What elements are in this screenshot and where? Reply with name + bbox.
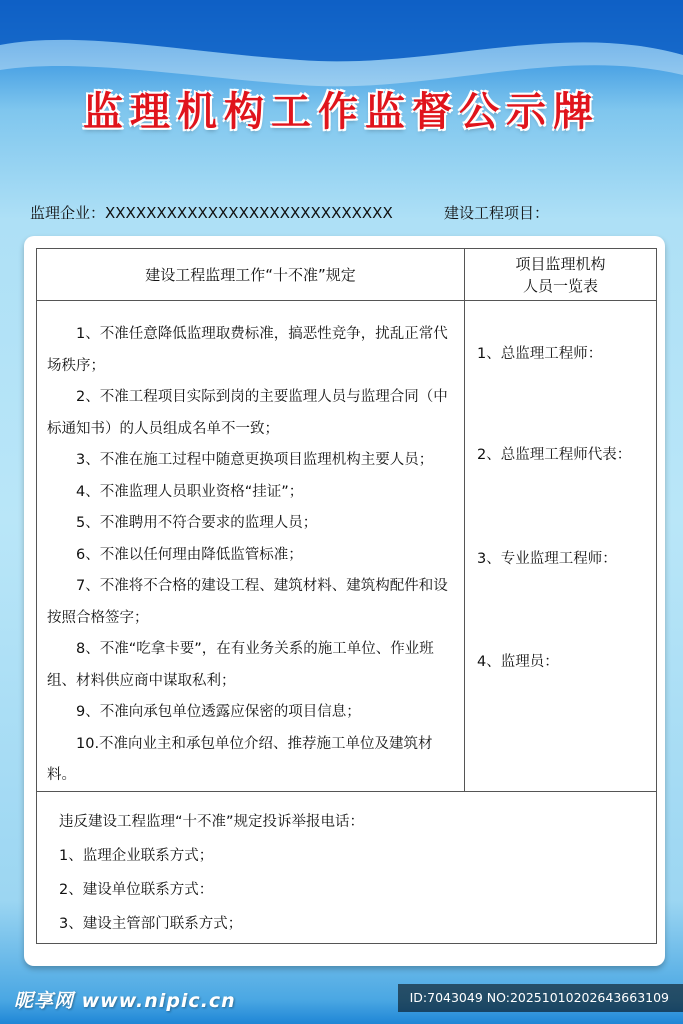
notice-table	[36, 248, 657, 944]
staff-supervisor: 4、监理员：	[477, 654, 559, 670]
staff-chief-engineer: 1、总监理工程师：	[477, 346, 603, 362]
column-divider	[464, 249, 465, 791]
staff-chief-deputy: 2、总监理工程师代表：	[477, 447, 632, 463]
complaint-item: 1、监理企业联系方式；	[59, 848, 214, 864]
rules-header: 建设工程监理工作“十不准”规定	[145, 266, 356, 284]
rule-item: 7、不准将不合格的建设工程、建筑材料、建筑构配件和设按照合格签字；	[47, 578, 448, 626]
staff-header-line1: 项目监理机构	[515, 254, 606, 273]
rule-item: 10.不准向业主和承包单位介绍、推荐施工单位及建筑材料。	[47, 735, 433, 783]
complaint-section	[59, 805, 364, 941]
rule-item: 8、不准“吃拿卡要”，在有业务关系的施工单位、作业班组、材料供应商中谋取私利；	[47, 641, 434, 689]
header-divider	[37, 300, 656, 301]
rule-item: 1、不准任意降低监理取费标准，搞恶性竞争，扰乱正常代场秩序；	[47, 326, 448, 374]
complaint-item: 3、建设主管部门联系方式；	[59, 916, 243, 932]
rule-item: 4、不准监理人员职业资格“挂证”；	[76, 483, 304, 500]
complaint-title: 违反建设工程监理“十不准”规定投诉举报电话：	[59, 814, 365, 830]
watermark-logo: 昵享网 www.nipic.cn	[14, 990, 236, 1012]
image-id-label: ID:7043049 NO:20251010202643663109	[398, 984, 683, 1012]
rule-item: 2、不准工程项目实际到岗的主要监理人员与监理合同（中标通知书）的人员组成名单不一致；	[47, 389, 448, 437]
staff-header	[465, 249, 656, 300]
supervision-company-label: 监理企业：XXXXXXXXXXXXXXXXXXXXXXXXXXXX	[30, 204, 393, 222]
staff-specialty-engineer: 3、专业监理工程师：	[477, 551, 617, 567]
rule-item: 3、不准在施工过程中随意更换项目监理机构主要人员；	[76, 452, 434, 468]
staff-header-line2: 人员一览表	[522, 276, 598, 295]
page-title: 监理机构工作监督公示牌	[83, 89, 600, 135]
rule-item: 9、不准向承包单位透露应保密的项目信息；	[76, 704, 361, 720]
rules-list	[47, 319, 452, 792]
rule-item: 6、不准以任何理由降低监管标准；	[76, 546, 303, 563]
project-name-label: 建设工程项目：	[444, 204, 550, 222]
notice-card	[24, 236, 665, 966]
rule-item: 5、不准聘用不符合要求的监理人员；	[76, 515, 318, 531]
complaint-item: 2、建设单位联系方式：	[59, 882, 214, 898]
